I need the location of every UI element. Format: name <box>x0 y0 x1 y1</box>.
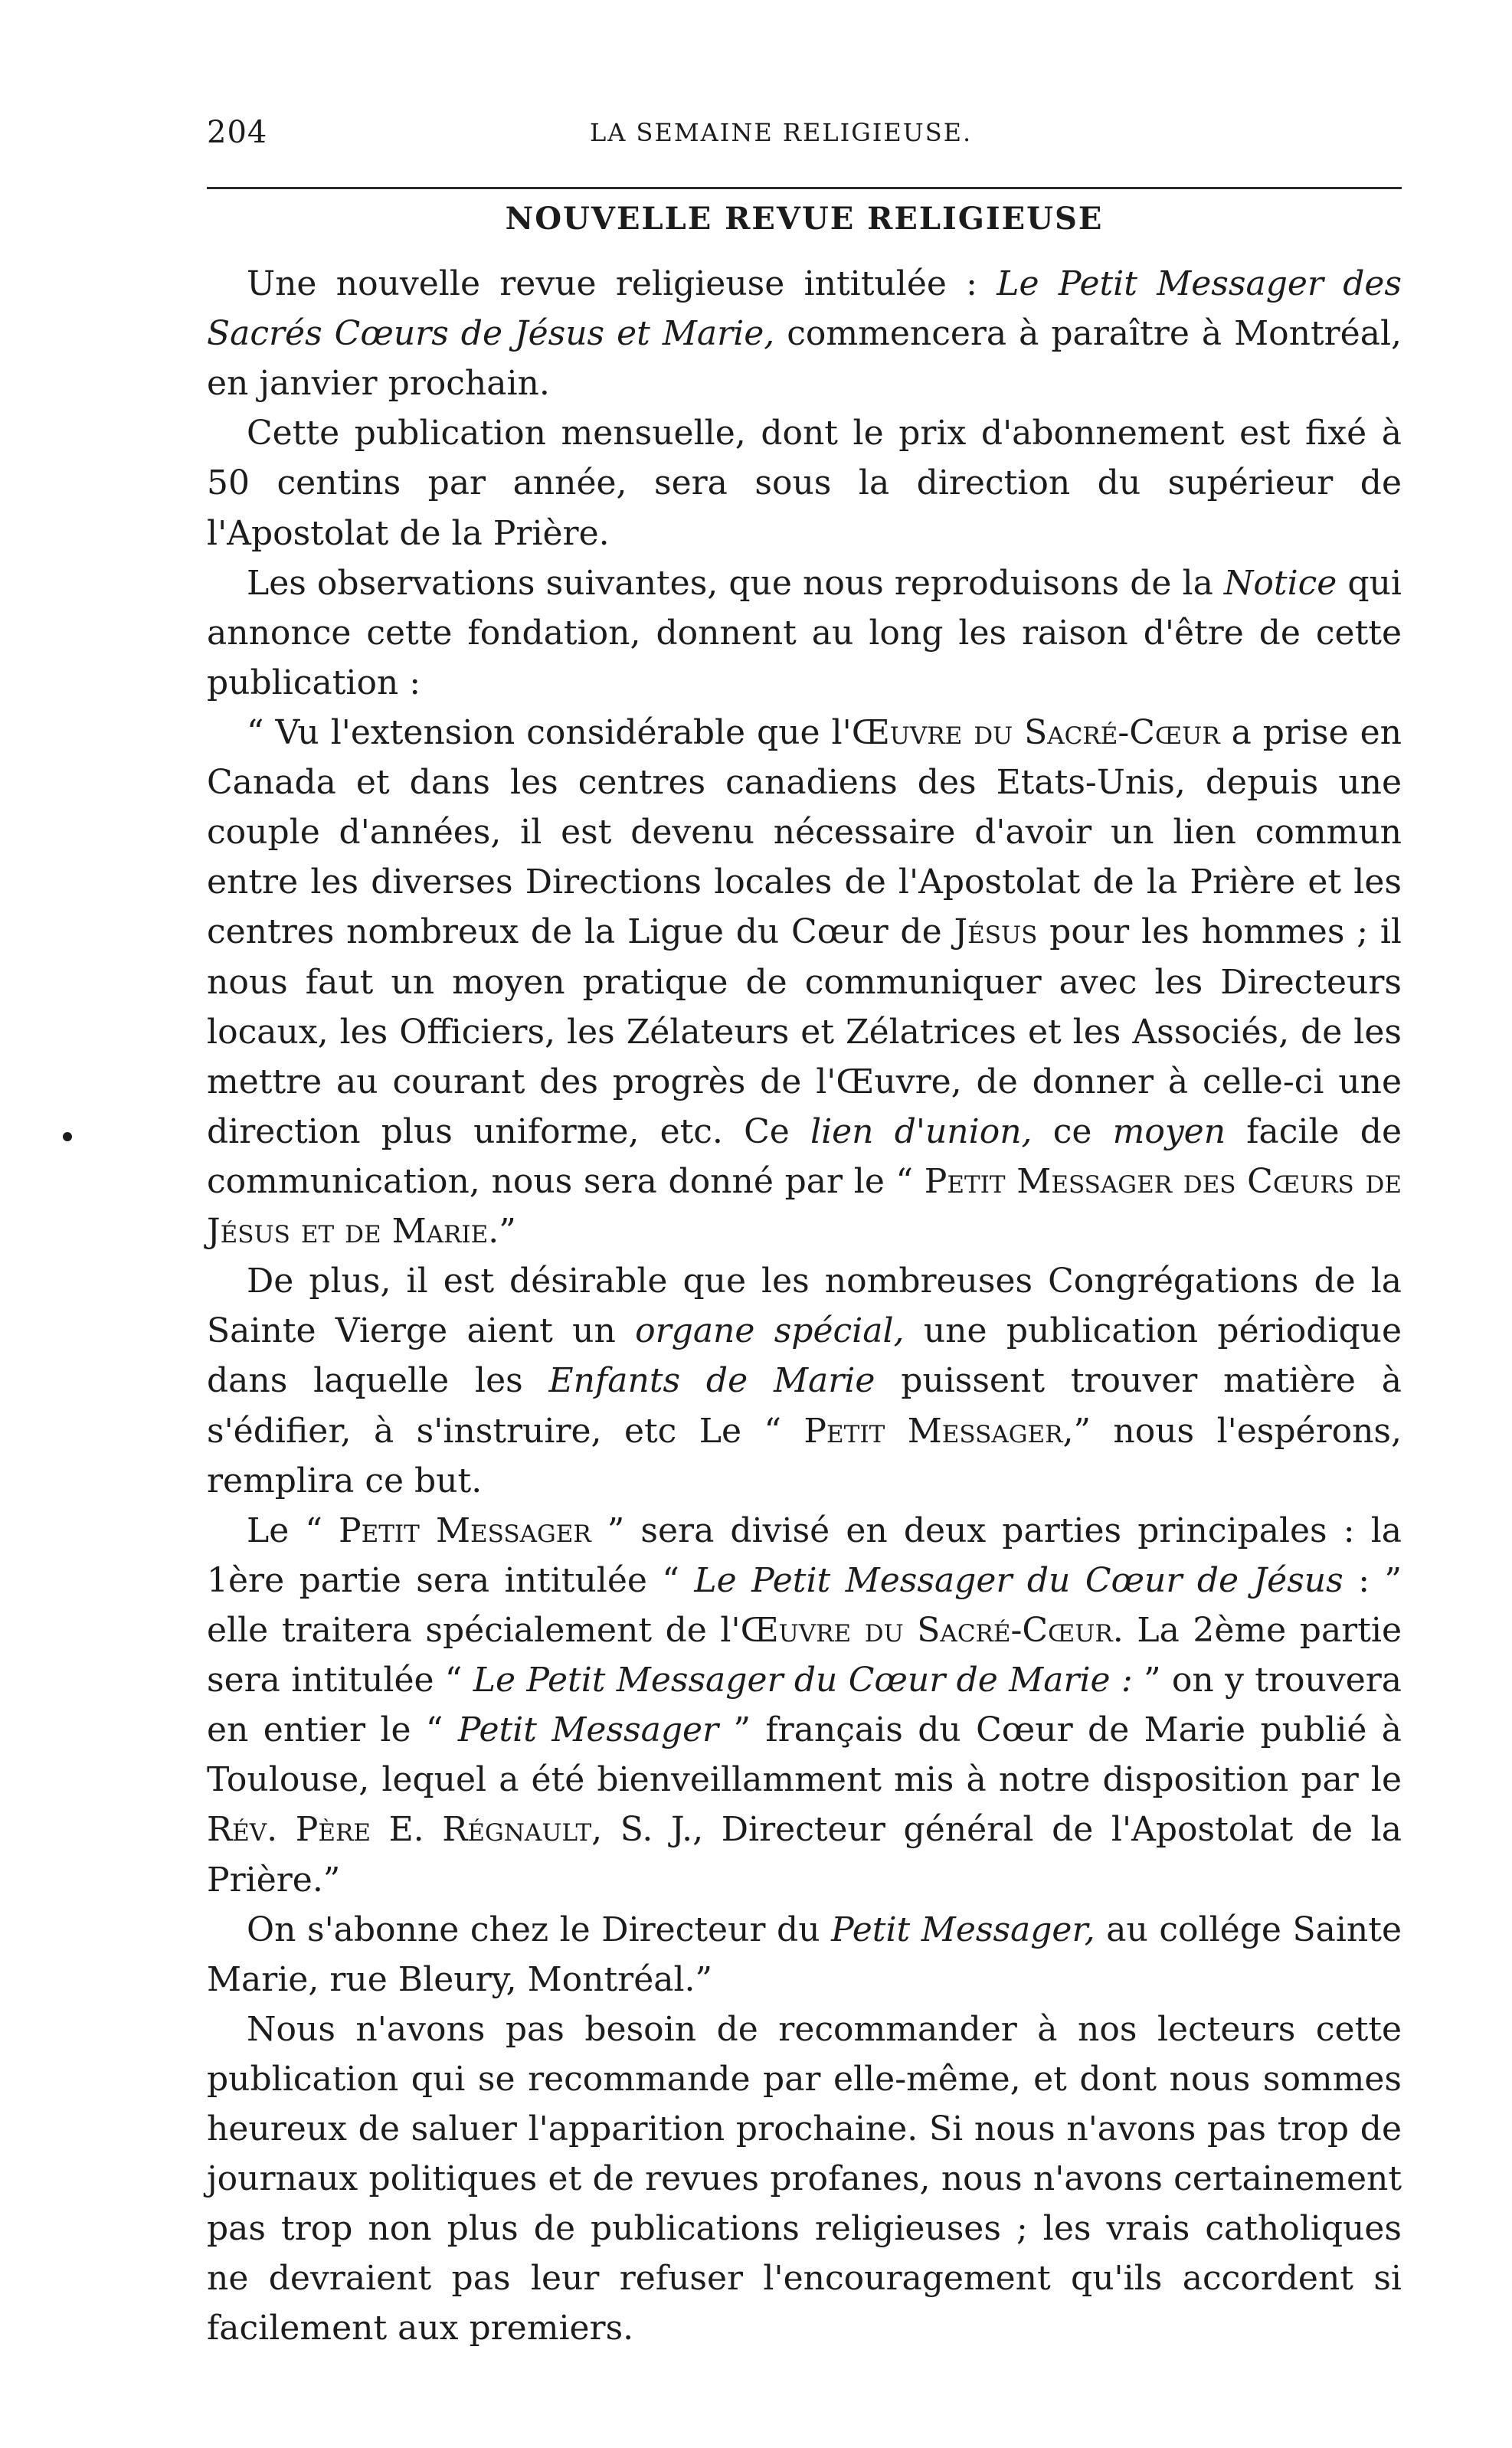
paragraph-recommendation: Nous n'avons pas besoin de recommander à nos lecteurs cette publication qui se recommande par elle-même, et dont nous sommes heureux de saluer l'apparition prochaine. Si nous n'avons pas trop de journaux politiques et de revues profanes, nous n'avons certainement pas trop non plus de publications religieuses ; les vrais catholiques ne devraient pas leur refuser l'encouragement qu'ils accordent si facilement aux premiers. <box>207 2009 1402 2348</box>
paragraph-announcement <box>207 259 1402 408</box>
text-run: puissent trouver matière à s'édifier, à s'instruire, etc Le “ <box>207 1361 1402 1451</box>
text-run: : ” elle traitera spécialement de l' <box>207 1560 1402 1650</box>
text-run: qui annonce cette fondation, donnent au long les raison d'être de cette publication : <box>207 563 1402 702</box>
small-caps-run: Petit Messager, <box>803 1411 1074 1451</box>
text-run: ” on y trouvera en entier le “ <box>207 1661 1402 1750</box>
running-head <box>207 115 1402 161</box>
text-run: commencera à paraître à Montréal, en janvier prochain. <box>207 314 1402 404</box>
text-run: une publication périodique dans laquelle les <box>207 1311 1402 1401</box>
title-italic: Le Petit Messager des Sacrés Cœurs de Jésus et Marie, <box>207 264 1402 354</box>
text-run: ” français du Cœur de Marie publié à Toulouse, lequel a été bienveillamment mis à notre disposition par le <box>207 1710 1402 1800</box>
text-run: Une nouvelle revue religieuse intitulée : <box>247 264 997 303</box>
italic-run: organe spécial, <box>635 1311 905 1351</box>
text-run: ” sera divisé en deux parties principales : la 1ère partie sera intitulée “ <box>207 1510 1402 1600</box>
small-caps-run: Jésus <box>954 912 1038 952</box>
text-run: au collége Sainte Marie, rue Bleury, Montréal.” <box>207 1910 1402 1999</box>
paragraph-congregations <box>207 1256 1402 1506</box>
paragraph-observations <box>207 558 1402 708</box>
text-run: ce <box>1032 1111 1113 1151</box>
italic-run: Le Petit Messager du Cœur de Marie : <box>473 1661 1133 1700</box>
italic-run: Petit Messager <box>457 1710 719 1750</box>
running-title: LA SEMAINE RELIGIEUSE. <box>590 118 973 147</box>
small-caps-run: Œuvre du Sacré-Cœur <box>851 712 1220 752</box>
text-run: La 2ème partie sera intitulée “ <box>207 1610 1402 1700</box>
italic-run: moyen <box>1112 1111 1226 1151</box>
text-run: On s'abonne chez le Directeur du <box>247 1910 832 1949</box>
small-caps-run: Petit Messager des Cœurs de Jésus et de Marie. <box>207 1161 1402 1252</box>
text-run: a prise en Canada et dans les centres canadiens des Etats-Unis, depuis une couple d'années, il est devenu nécessaire d'avoir un lien commun entre les diverses Directions locales de l'Apostolat de la Prière et les centres nombreux de la Ligue du Cœur de <box>207 712 1402 952</box>
text-run: ” nous l'espérons, remplira ce but. <box>207 1411 1402 1501</box>
page-number: 204 <box>207 115 268 150</box>
text-run: Le “ <box>247 1510 339 1550</box>
text-run: Les observations suivantes, que nous reproduisons de la <box>247 563 1224 603</box>
italic-run: Enfants de Marie <box>548 1361 875 1401</box>
text-run: ” <box>499 1212 516 1252</box>
text-run: “ Vu l'extension considérable que l' <box>247 712 852 752</box>
margin-mark <box>63 1132 72 1141</box>
paragraph-subscribe-address <box>207 1905 1402 2005</box>
small-caps-run: Petit Messager <box>339 1510 591 1550</box>
article-body <box>207 259 1402 2354</box>
text-run: S. J., Directeur général de l'Apostolat de la Prière.” <box>207 1810 1402 1900</box>
italic-run: Petit Messager, <box>831 1910 1095 1949</box>
italic-run: lien d'union, <box>810 1111 1033 1151</box>
paragraph-two-parts <box>207 1506 1402 1905</box>
small-caps-run: Œuvre du Sacré-Cœur. <box>740 1610 1124 1650</box>
text-run: pour les hommes ; il nous faut un moyen pratique de communiquer avec les Directeurs locaux, les Officiers, les Zélateurs et Zélatrices et les Associés, de les mettre au courant des progrès de l'Œuvre, de donner à celle-ci une direction plus uniforme, etc. Ce <box>207 912 1402 1151</box>
italic-run: Le Petit Messager du Cœur de Jésus <box>694 1560 1343 1600</box>
header-rule <box>207 187 1402 189</box>
notice-italic: Notice <box>1223 563 1337 603</box>
paragraph-subscription-price: Cette publication mensuelle, dont le prix d'abonnement est fixé à 50 centins par année, sera sous la direction du supérieur de l'Apostolat de la Prière. <box>207 414 1402 553</box>
text-run: De plus, il est désirable que les nombreuses Congrégations de la Sainte Vierge aient un <box>207 1262 1402 1351</box>
small-caps-run: Rév. Père E. Régnault, <box>207 1810 603 1850</box>
paragraph-quote-extension <box>207 708 1402 1256</box>
text-run: facile de communication, nous sera donné par le “ <box>207 1111 1402 1201</box>
section-heading: NOUVELLE REVUE RELIGIEUSE <box>505 201 1104 237</box>
